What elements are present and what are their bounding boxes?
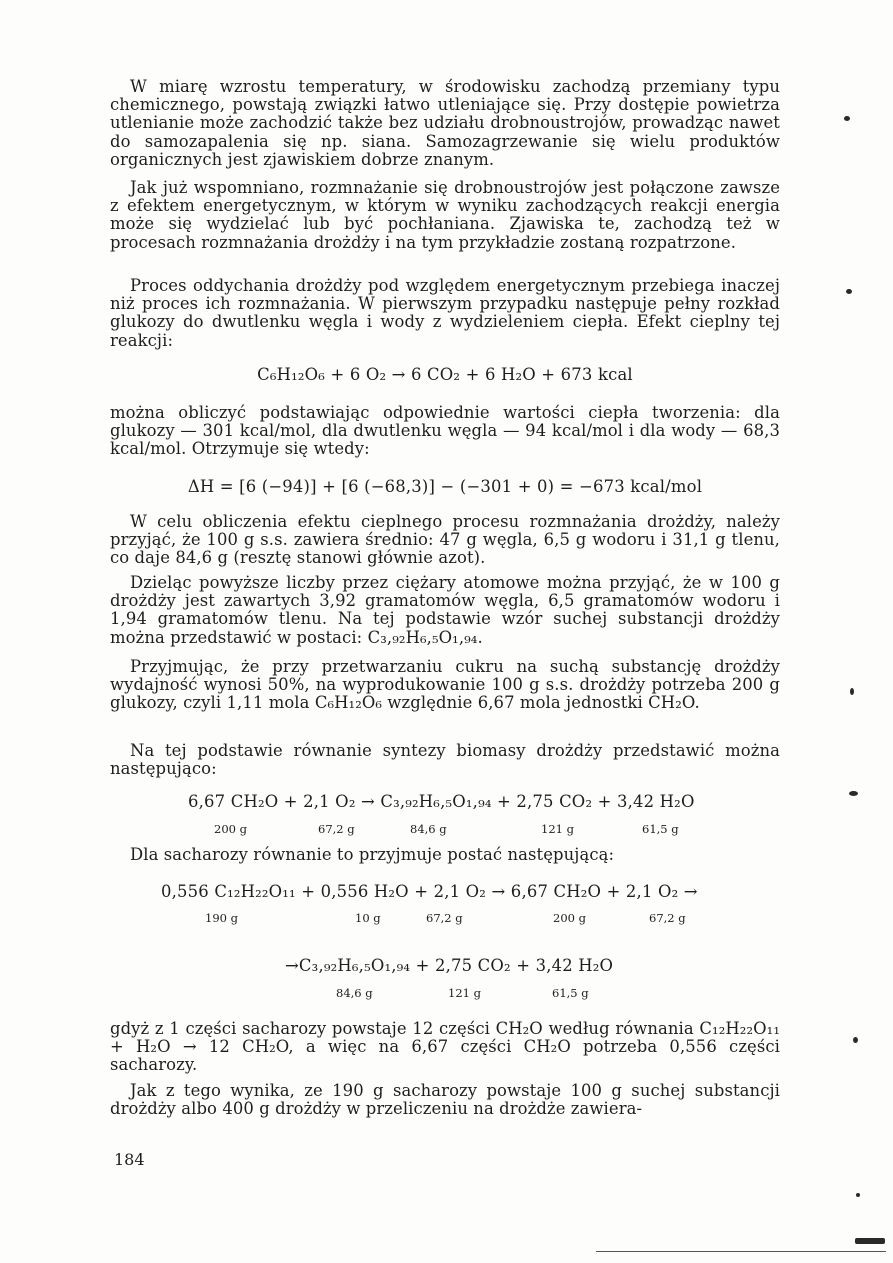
mass-label: 190 g (205, 911, 238, 925)
mass-label: 61,5 g (642, 822, 679, 836)
scan-speck (855, 1238, 885, 1244)
paragraph-1: W miarę wzrostu temperatury, w środowisku zachodzą przemiany typu chemicznego, powstają związki łatwo utleniające się. Przy dostępie powietrza utlenianie może zachodzić także bez udziału drobnoustrojów, prowadząc nawet do samozapalenia się np. siana. Samozagrzewanie się wielu produktów organicznych jest zjawiskiem dobrze znanym. (110, 77, 780, 169)
mass-label: 10 g (355, 911, 381, 925)
scan-speck (856, 1193, 860, 1197)
mass-label: 121 g (448, 986, 481, 1000)
mass-label: 67,2 g (649, 911, 686, 925)
equation-sucrose-continuation: →C₃,₉₂H₆,₅O₁,₉₄ + 2,75 CO₂ + 3,42 H₂O (285, 956, 614, 975)
mass-label: 200 g (553, 911, 586, 925)
scan-speck (844, 116, 850, 121)
paragraph-9: Dla sacharozy równanie to przyjmuje postać następującą: (130, 845, 615, 864)
page-number: 184 (114, 1150, 145, 1169)
scan-speck (850, 688, 854, 695)
equation-sucrose: 0,556 C₁₂H₂₂O₁₁ + 0,556 H₂O + 2,1 O₂ → 6,67 CH₂O + 2,1 O₂ → (161, 882, 698, 901)
mass-label: 84,6 g (410, 822, 447, 836)
mass-label: 61,5 g (552, 986, 589, 1000)
mass-label: 67,2 g (318, 822, 355, 836)
ch2o-formula: CH₂O. (648, 693, 700, 713)
scan-edge-line (596, 1251, 886, 1252)
scan-speck (849, 791, 858, 796)
equation-biomass-synthesis: 6,67 CH₂O + 2,1 O₂ → C₃,₉₂H₆,₅O₁,₉₄ + 2,75 CO₂ + 3,42 H₂O (188, 792, 695, 811)
yeast-formula: C₃,₉₂H₆,₅O₁,₉₄. (367, 627, 483, 647)
mass-label: 67,2 g (426, 911, 463, 925)
glucose-formula: C₆H₁₂O₆ (314, 693, 383, 713)
paragraph-2: Jak już wspomniano, rozmnażanie się drobnoustrojów jest połączone zawsze z efektem energetycznym, w którym w wyniku zachodzących reakcji energia może się wydzielać lub być pochłaniana. Zjawiska te, zachodzą też w procesach rozmnażania drożdży i na tym przykładzie zostaną rozpatrzone. (110, 178, 780, 252)
paragraph-6: Dzieląc powyższe liczby przez ciężary atomowe można przyjąć, że w 100 g drożdży jest zawartych 3,92 gramatomów węgla, 6,5 gramatomów wodoru i 1,94 gramatomów tlenu. Na tej podstawie wzór suchej substancji drożdży można przedstawić w postaci: C₃,₉₂H₆,₅O₁,₉₄. (110, 573, 780, 647)
scan-speck (846, 289, 852, 294)
paragraph-8: Na tej podstawie równanie syntezy biomasy drożdży przedstawić można następująco: (110, 741, 780, 779)
equation-enthalpy: ΔH = [6 (−94)] + [6 (−68,3)] − (−301 + 0) = −673 kcal/mol (187, 477, 703, 496)
mass-label: 84,6 g (336, 986, 373, 1000)
mass-label: 121 g (541, 822, 574, 836)
paragraph-3: Proces oddychania drożdży pod względem energetycznym przebiega inaczej niż proces ich rozmnażania. W pierwszym przypadku następuje pełny rozkład glukozy do dwutlenku węgla i wody z wydzieleniem ciepła. Efekt cieplny tej reakcji: (110, 276, 780, 350)
paragraph-10: gdyż z 1 części sacharozy powstaje 12 części CH₂O według równania C₁₂H₂₂O₁₁ + H₂O → 12 CH₂O, a więc na 6,67 części CH₂O potrzeba 0,556 części sacharozy. (110, 1019, 780, 1075)
paragraph-11: Jak z tego wynika, ze 190 g sacharozy powstaje 100 g suchej substancji drożdży albo 400 g drożdży w przeliczeniu na drożdże zawiera- (110, 1081, 780, 1119)
paragraph-5: W celu obliczenia efektu cieplnego procesu rozmnażania drożdży, należy przyjąć, że 100 g s.s. zawiera średnio: 47 g węgla, 6,5 g wodoru i 31,1 g tlenu, co daje 84,6 g (resztę stanowi głównie azot). (110, 512, 780, 568)
mass-label: 200 g (214, 822, 247, 836)
scan-speck (853, 1037, 858, 1043)
equation-glucose-combustion: C₆H₁₂O₆ + 6 O₂ → 6 CO₂ + 6 H₂O + 673 kcal (257, 365, 633, 384)
paragraph-4: można obliczyć podstawiając odpowiednie wartości ciepła tworzenia: dla glukozy — 301 kcal/mol, dla dwutlenku węgla — 94 kcal/mol i dla wody — 68,3 kcal/mol. Otrzymuje się wtedy: (110, 403, 780, 459)
paragraph-7: Przyjmując, że przy przetwarzaniu cukru na suchą substancję drożdży wydajność wynosi 50%, na wyprodukowanie 100 g s.s. drożdży potrzeba 200 g glukozy, czyli 1,11 mola C₆H₁₂O₆ względnie 6,67 mola jednostki CH₂O. (110, 657, 780, 713)
